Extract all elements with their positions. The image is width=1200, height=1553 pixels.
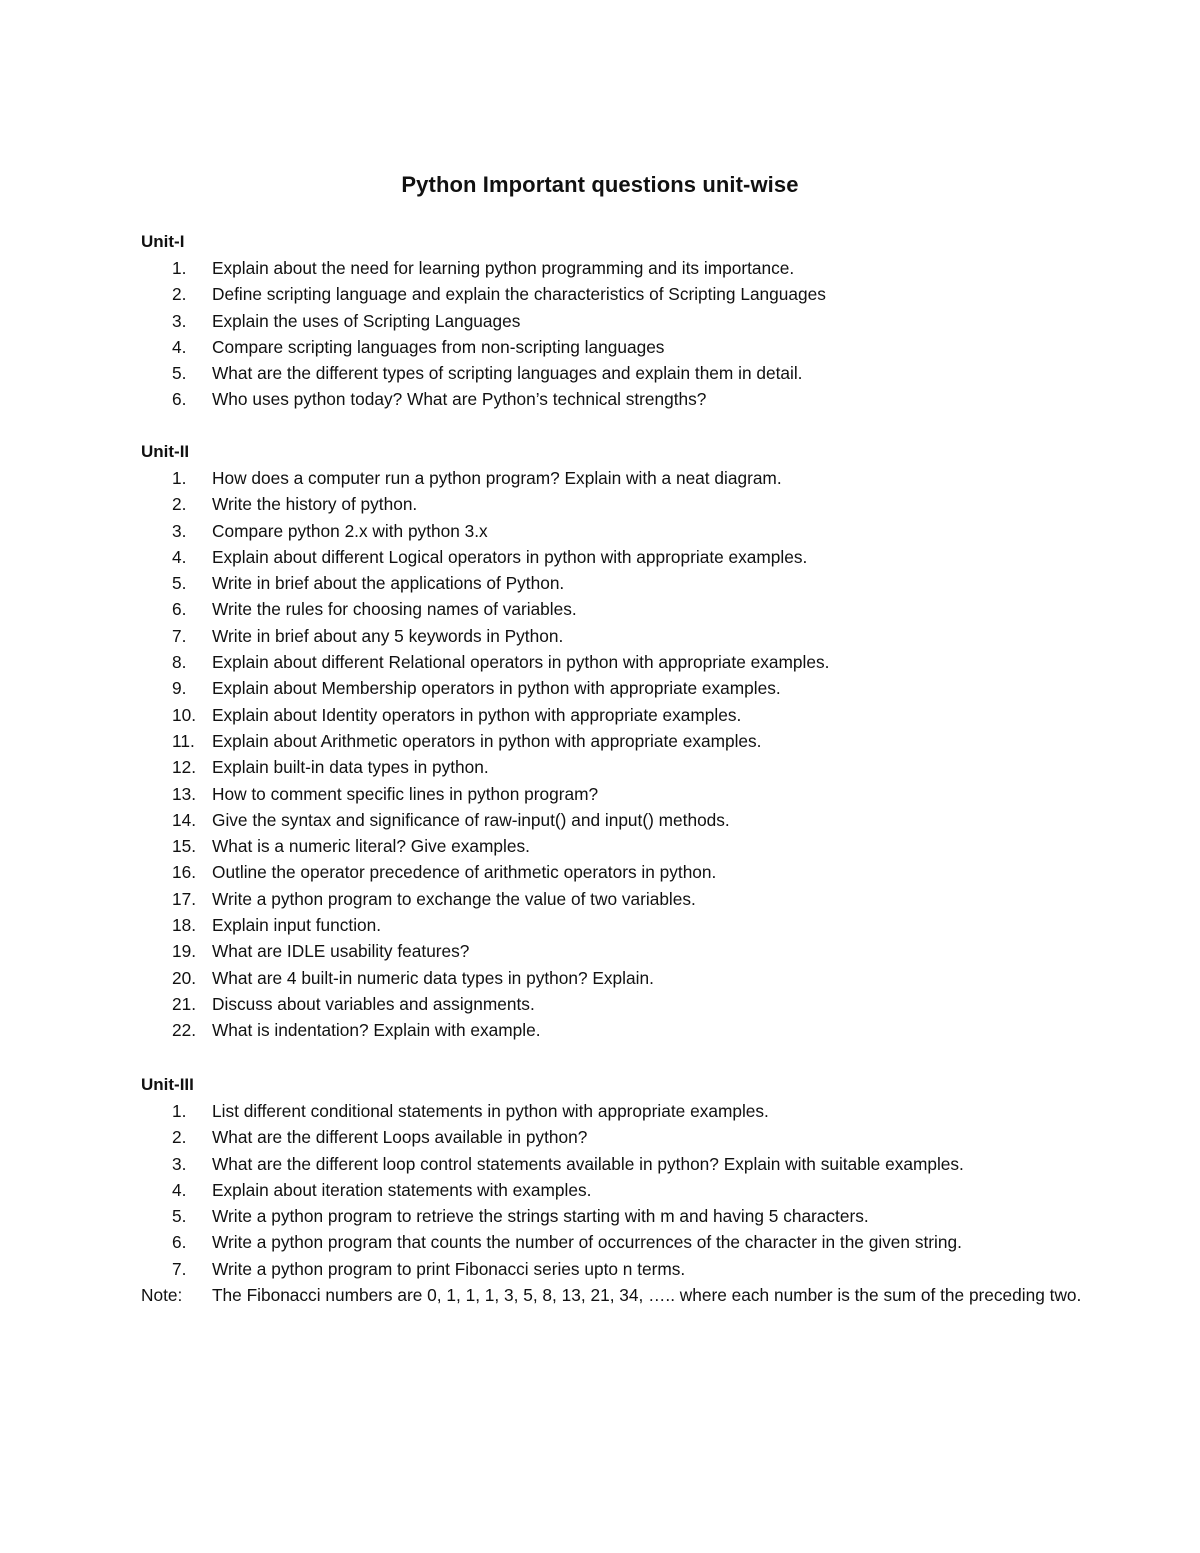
page-title: Python Important questions unit-wise	[401, 172, 799, 197]
list-item	[141, 833, 1121, 859]
list-item-text: Give the syntax and significance of raw-input() and input() methods.	[212, 809, 730, 830]
list-item-text: Explain about different Logical operators in python with appropriate examples.	[212, 546, 808, 567]
list-item-text: Define scripting language and explain the characteristics of Scripting Languages	[212, 284, 826, 305]
list-item-number: 17.	[172, 888, 197, 909]
list-item-number: 11.	[172, 730, 195, 751]
list-item	[141, 334, 1121, 360]
list-item	[141, 386, 1121, 412]
list-item-number: 21.	[172, 993, 197, 1014]
list-item-text: What are IDLE usability features?	[212, 941, 470, 962]
list-item	[141, 1098, 1121, 1124]
list-item-number: 9.	[172, 678, 187, 699]
list-item-number: 6.	[172, 1232, 187, 1253]
list-item-text: Write a python program to print Fibonacci series upto n terms.	[212, 1258, 686, 1279]
list-item-text: Explain about the need for learning python programming and its importance.	[212, 258, 795, 278]
unit-1-section	[141, 229, 1121, 413]
list-item	[141, 886, 1121, 912]
list-item-number: 5.	[172, 1206, 187, 1227]
list-item	[141, 623, 1121, 649]
unit-heading: Unit-II	[141, 442, 190, 461]
list-item-text: What is a numeric literal? Give examples.	[212, 836, 530, 857]
list-item	[141, 1124, 1121, 1150]
list-item-text: What are the different loop control statements available in python? Explain with suitable examples.	[212, 1153, 964, 1174]
list-item	[141, 965, 1121, 991]
list-item-number: 1.	[172, 468, 187, 488]
list-item-text: Write in brief about the applications of Python.	[212, 573, 565, 594]
list-item-number: 19.	[172, 941, 197, 962]
list-item-text: What are 4 built-in numeric data types in python? Explain.	[212, 967, 654, 988]
list-item	[141, 1177, 1121, 1203]
list-item-number: 1.	[172, 1101, 187, 1121]
list-item	[141, 702, 1121, 728]
list-item	[141, 1203, 1121, 1229]
list-item	[141, 754, 1121, 780]
list-item-text: What are the different types of scripting languages and explain them in detail.	[212, 363, 803, 384]
list-item-text: Write a python program to exchange the value of two variables.	[212, 888, 696, 909]
unit-heading: Unit-I	[141, 232, 185, 251]
list-item-number: 13.	[172, 783, 197, 804]
list-item-number: 20.	[172, 967, 197, 988]
list-item-number: 2.	[172, 1127, 187, 1148]
list-item	[141, 781, 1121, 807]
list-item-number: 4.	[172, 546, 187, 567]
unit-heading: Unit-III	[141, 1075, 194, 1094]
list-item-text: Explain about different Relational operators in python with appropriate examples.	[212, 652, 830, 673]
list-item	[141, 991, 1121, 1017]
list-item	[141, 308, 1121, 334]
list-item	[141, 465, 1121, 491]
list-item	[141, 1229, 1121, 1255]
list-item-number: 3.	[172, 520, 187, 541]
list-item-text: Compare python 2.x with python 3.x	[212, 520, 488, 541]
list-item-text: Explain about Arithmetic operators in python with appropriate examples.	[212, 730, 762, 751]
list-item-number: 10.	[172, 704, 197, 725]
list-item-text: List different conditional statements in python with appropriate examples.	[212, 1101, 769, 1121]
list-item-number: 6.	[172, 599, 187, 620]
list-item	[141, 281, 1121, 307]
list-item	[141, 518, 1121, 544]
list-item-text: Explain built-in data types in python.	[212, 757, 489, 778]
list-item	[141, 1017, 1121, 1043]
list-item	[141, 807, 1121, 833]
list-item-number: 6.	[172, 389, 187, 410]
list-item-number: 5.	[172, 363, 187, 384]
list-item	[141, 938, 1121, 964]
list-item-number: 7.	[172, 625, 187, 646]
list-item	[141, 859, 1121, 885]
unit-3-section	[141, 1072, 1121, 1308]
list-item-text: Explain about Membership operators in python with appropriate examples.	[212, 678, 781, 699]
list-item-text: Write a python program that counts the number of occurrences of the character in the given string.	[212, 1232, 962, 1253]
list-item	[141, 1256, 1121, 1282]
list-item-text: How to comment specific lines in python program?	[212, 783, 599, 804]
list-item	[141, 255, 1121, 281]
list-item-text: Explain about iteration statements with examples.	[212, 1179, 592, 1200]
list-item	[141, 570, 1121, 596]
list-item-number: 18.	[172, 915, 197, 936]
list-item-text: Write the rules for choosing names of variables.	[212, 599, 577, 620]
list-item	[141, 912, 1121, 938]
list-item-number: 3.	[172, 1153, 187, 1174]
list-item	[141, 360, 1121, 386]
list-item-number: 15.	[172, 836, 197, 857]
list-item-text: What are the different Loops available in python?	[212, 1127, 588, 1148]
list-item-number: 2.	[172, 494, 187, 515]
list-item-number: 4.	[172, 336, 187, 357]
list-item-text: Write in brief about any 5 keywords in Python.	[212, 625, 564, 646]
list-item-text: Explain the uses of Scripting Languages	[212, 310, 521, 331]
list-item	[141, 491, 1121, 517]
list-item-text: Write a python program to retrieve the strings starting with m and having 5 characters.	[212, 1206, 869, 1227]
list-item-text: Compare scripting languages from non-scripting languages	[212, 336, 665, 357]
fibonacci-note	[141, 1282, 1121, 1308]
list-item-text: Write the history of python.	[212, 494, 418, 515]
list-item-number: 7.	[172, 1258, 187, 1279]
list-item	[141, 1151, 1121, 1177]
list-item-text: How does a computer run a python program? Explain with a neat diagram.	[212, 468, 782, 488]
list-item-number: 12.	[172, 757, 197, 778]
list-item	[141, 649, 1121, 675]
list-item	[141, 596, 1121, 622]
list-item	[141, 675, 1121, 701]
unit-2-section	[141, 439, 1121, 1044]
question-list	[141, 1098, 1121, 1282]
list-item	[141, 728, 1121, 754]
list-item-text: Who uses python today? What are Python’s technical strengths?	[212, 389, 707, 410]
list-item-number: 14.	[172, 809, 197, 830]
list-item-number: 8.	[172, 652, 187, 673]
list-item-number: 5.	[172, 573, 187, 594]
question-list	[141, 465, 1121, 1044]
question-list	[141, 255, 1121, 413]
list-item-number: 16.	[172, 862, 197, 883]
list-item-text: Outline the operator precedence of arithmetic operators in python.	[212, 862, 717, 883]
list-item-text: Explain about Identity operators in python with appropriate examples.	[212, 704, 742, 725]
note-text: The Fibonacci numbers are 0, 1, 1, 1, 3, 5, 8, 13, 21, 34, ….. where each number is the sum of the preceding two.	[212, 1285, 1082, 1306]
list-item	[141, 544, 1121, 570]
list-item-number: 4.	[172, 1179, 187, 1200]
list-item-text: Discuss about variables and assignments.	[212, 993, 535, 1014]
list-item-number: 3.	[172, 310, 187, 331]
list-item-text: Explain input function.	[212, 915, 382, 936]
list-item-text: What is indentation? Explain with example.	[212, 1020, 541, 1041]
list-item-number: 1.	[172, 258, 187, 278]
note-label: Note:	[141, 1285, 183, 1306]
list-item-number: 2.	[172, 284, 187, 305]
list-item-number: 22.	[172, 1020, 197, 1041]
